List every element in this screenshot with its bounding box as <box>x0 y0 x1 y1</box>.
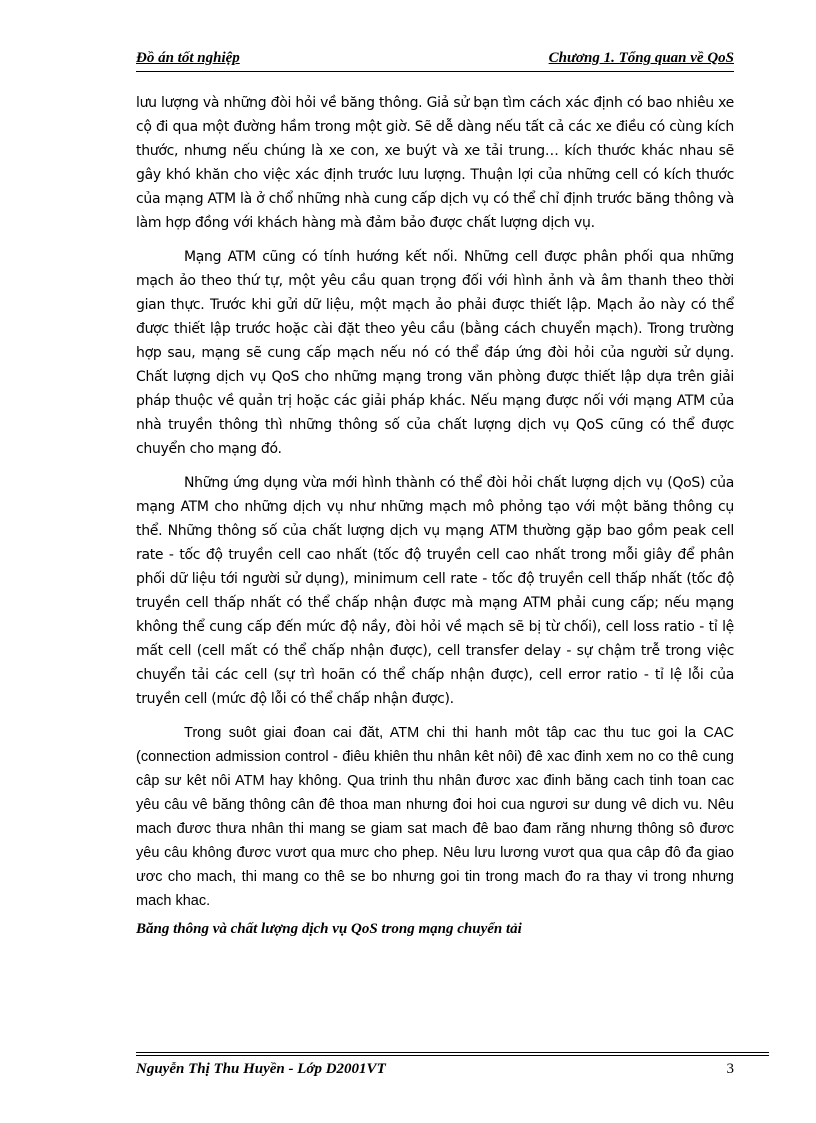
footer-author: Nguyễn Thị Thu Huyền - Lớp D2001VT <box>136 1061 386 1077</box>
header-document-title: Đồ án tốt nghiệp <box>136 50 240 66</box>
paragraph-4: Trong suôt giai đoan cai đăt, ATM chi thi hanh môt tâp cac thu tuc goi la CAC (connection admission control - điêu khiên thu nhân kêt nôi) đê xac đinh xem no co thê cung câp sư kêt nôi ATM hay không. Qua trinh thu nhân đươc xac đinh băng cach tinh toan cac yêu câu vê băng thông cân đê thoa man nhưng đoi hoi cua ngươi sư dung vê dich vu. Nêu mach đươc thưa nhân thi mang se giam sat mach đê bao đam răng nhưng thông sô đươc yêu câu không đươc vươt qua mưc cho phep. Nêu lưu lương vươt qua qua câp đô đa giao ươc cho mach, thi mang co thê se bo nhưng goi tin trong mach đo ra thay vi trong nhưng mach khac. <box>136 725 734 909</box>
paragraph-2: Mạng ATM cũng có tính hướng kết nối. Những cell được phân phối qua những mạch ảo theo thứ tự, một yêu cầu quan trọng đối với hình ảnh và âm thanh theo thời gian thực. Trước khi gửi dữ liệu, một mạch ảo phải được thiết lập. Mạch ảo này có thể được thiết lập trước hoặc cài đặt theo yêu cầu (bằng cách chuyển mạch). Trong trường hợp sau, mạng sẽ cung cấp mạch nếu nó có thể đáp ứng đòi hỏi của người sử dụng. Chất lượng dịch vụ QoS cho những mạng trong văn phòng được thiết lập dựa trên giải pháp thuộc về quản trị hoặc các giải pháp khác. Nếu mạng được nối với mạng ATM của nhà truyền thông thì những thông số của chất lượng dịch vụ QoS cũng có thể được chuyển cho mạng đó. <box>136 249 734 457</box>
page-header <box>136 47 734 69</box>
section-subheading: Băng thông và chất lượng dịch vụ QoS trong mạng chuyển tải <box>136 921 522 937</box>
page-number: 3 <box>726 1061 734 1077</box>
header-chapter-title: Chương 1. Tổng quan về QoS <box>548 50 734 66</box>
paragraph-3: Những ứng dụng vừa mới hình thành có thể đòi hỏi chất lượng dịch vụ (QoS) của mạng ATM cho những dịch vụ như những mạch mô phỏng tạo với một băng thông cụ thể. Những thông số của chất lượng dịch vụ mạng ATM thường gặp bao gồm peak cell rate - tốc độ truyền cell cao nhất (tốc độ truyền cell cao nhất trong mỗi giây để phân phối dữ liệu tới người sử dụng), minimum cell rate - tốc độ truyền cell thấp nhất (tốc độ truyền cell thấp nhất có thể chấp nhận được mà mạng ATM phải cung cấp; nếu mạng không thể cung cấp đến mức độ nầy, đòi hỏi về mạch sẽ bị từ chối), cell loss ratio - tỉ lệ mất cell (cell mất có thể chấp nhận được), cell transfer delay - sự chậm trễ trong việc chuyển tải các cell (sự trì hoãn có thể chấp nhận được), cell error ratio - tỉ lệ lỗi của truyền cell (mức độ lỗi có thể chấp nhận được). <box>136 475 734 707</box>
header-rule <box>136 71 734 72</box>
body-text <box>136 91 734 941</box>
footer-rule-top <box>136 1052 769 1053</box>
page-footer <box>136 1058 734 1080</box>
paragraph-1: lưu lượng và những đòi hỏi về băng thông. Giả sử bạn tìm cách xác định có bao nhiêu xe cộ đi qua một đường hầm trong một giờ. Sẽ dễ dàng nếu tất cả các xe điều có cùng kích thước, nhưng nếu chúng là xe con, xe buýt và xe tải trung… kích thước khác nhau sẽ gây khó khăn cho việc xác định trước lưu lượng. Thuận lợi của những cell có kích thước của mạng ATM là ở chổ những nhà cung cấp dịch vụ có thể chỉ định trước băng thông và làm hợp đồng với khách hàng mà đảm bảo được chất lượng dịch vụ. <box>136 95 734 231</box>
footer-rule-bottom <box>136 1055 769 1056</box>
